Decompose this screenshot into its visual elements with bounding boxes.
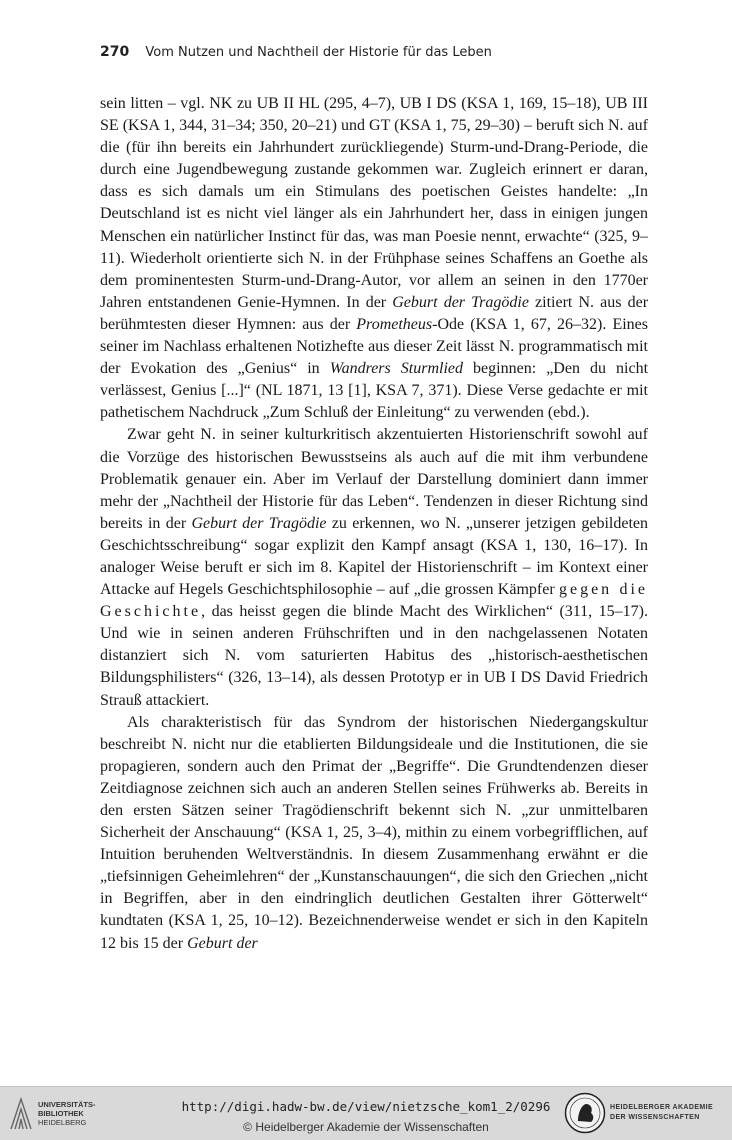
permalink-url[interactable]: http://digi.hadw-bw.de/view/nietzsche_kom1_2/0296	[181, 1099, 551, 1114]
text-run: , das heisst gegen die blinde Macht des Wirklichen“ (311, 15–17). Und wie in seinen anderen Frühschriften und in den nachgelassenen Notaten distanziert sich N. vom saturierten Habitus des „historisch-aesthetischen Bildungsphilisters“ (326, 13–14), als dessen Prototyp er in UB I DS David Friedrich Strauß attackiert.	[100, 603, 648, 709]
library-name-line: BIBLIOTHEK	[38, 1109, 84, 1118]
academy-name-line: DER WISSENSCHAFTEN	[610, 1114, 700, 1121]
text-run: -Ode (KSA 1, 67, 26–32). Eines seiner im Nachlass erhaltenen Notizhefte aus dieser Zeit lässt N. programmatisch mit der Evokation des „Genius“ in	[100, 315, 649, 378]
copyright-notice: © Heidelberger Akademie der Wissenschaften	[243, 1120, 489, 1134]
paragraph-2	[100, 424, 648, 711]
text-run: sein litten – vgl. NK zu UB II HL (295, 4–7), UB I DS (KSA 1, 169, 15–18), UB III SE (KSA 1, 344, 31–34; 350, 20–21) und GT (KSA 1, 75, 29–30) – beruft sich N. auf die (für ihn bereits ein Jahrhundert zurückliegende) Sturm-und-Drang-Periode, die durch eine Jugendbewegung zustande gekommen war. Zugleich erinnert er daran, dass es sich damals um ein Stimulans des poetischen Geistes handelte: „In Deutschland ist es nicht viel länger als ein Jahrhundert her, dass in einigen jungen Menschen ein natürlicher Instinct für das, was man Poesie nennt, erwachte“ (325, 9–11). Wiederholt orientierte sich N. in der Frühphase seines Schaffens an Goethe als dem prominentesten Sturm-und-Drang-Autor, vor allem an seinen in den 1770er Jahren entstandenen Genie-Hymnen. In der	[100, 95, 648, 311]
footer-bar	[0, 1086, 732, 1140]
library-name-line: UNIVERSITÄTS-	[38, 1100, 96, 1109]
italic-title: Prometheus	[356, 315, 433, 333]
academy-name	[610, 1103, 713, 1123]
academy-seal-icon	[564, 1092, 606, 1134]
page-number: 270	[100, 44, 130, 60]
paragraph-3	[100, 712, 648, 955]
paragraph-1	[100, 93, 648, 424]
running-header	[100, 44, 648, 66]
italic-title: Wandrers Sturmlied	[329, 360, 464, 378]
running-title: Vom Nutzen und Nachtheil der Historie für das Leben	[145, 45, 492, 60]
library-name-line: HEIDELBERG	[38, 1118, 87, 1127]
italic-title: Geburt der Tragödie	[392, 293, 529, 311]
main-text	[100, 93, 648, 955]
italic-title: Geburt der	[187, 934, 258, 952]
italic-title: Geburt der Tragödie	[191, 514, 327, 532]
text-run: beginnen: „Den du nicht verlässest, Genius [...]“ (NL 1871, 13 [1], KSA 7, 371). Diese Verse gedachte er mit pathetischem Nachdruck „Zum Schluß der Einleitung“ zu verwenden (ebd.).	[100, 360, 649, 422]
text-run: zu erkennen, wo N. „unserer jetzigen gebildeten Geschichtsschreibung“ sogar explizit den Kampf ansagt (KSA 1, 130, 16–17). In analoger Weise beruft er sich im 8. Kapitel der Historienschrift – im Kontext einer Attacke auf Hegels Geschichtsphilosophie – auf „die grossen Kämpfer	[100, 514, 648, 599]
text-run: Zwar geht N. in seiner kulturkritisch akzentuierten Historienschrift sowohl auf die Vorzüge des historischen Bewusstseins als auch auf die mit ihm verbundene Problematik genauer ein. Aber im Verlauf der Darstellung dominiert dann immer mehr der „Nachtheil der Historie für das Leben“. Tendenzen in dieser Richtung sind bereits in der	[100, 426, 648, 532]
academy-name-line: HEIDELBERGER AKADEMIE	[610, 1104, 714, 1111]
text-run: zitiert N. aus der berühmtesten dieser Hymnen: aus der	[100, 293, 649, 333]
spaced-emphasis: gegen die Geschichte	[100, 581, 649, 621]
text-run: Als charakteristisch für das Syndrom der historischen Niedergangskultur beschreibt N. nicht nur die etablierten Bildungsideale und die Institutionen, die sie propagieren, sondern auch den Primat der „Begriffe“. Die Grundtendenzen dieser Zeitdiagnose zeichnen sich auch an anderen Stellen seines Frühwerks ab. Bereits in den ersten Sätzen seiner Tragödienschrift bekennt sich N. „zur unmittelbaren Sicherheit der Anschauung“ (KSA 1, 25, 3–4), mithin zu einem vorbegrifflichen, auf Intuition beruhenden Weltverständnis. In diesem Zusammenhang erwähnt er die „tiefsinnigen Geheimlehren“ der „Kunstanschauungen“, die sich den Griechen „nicht in Begriffen, aber in den eindringlich deutlichen Gestalten ihrer Götterwelt“ kundtaten (KSA 1, 25, 10–12). Bezeichnenderweise wendet er sich in den Kapiteln 12 bis 15 der	[100, 713, 648, 952]
